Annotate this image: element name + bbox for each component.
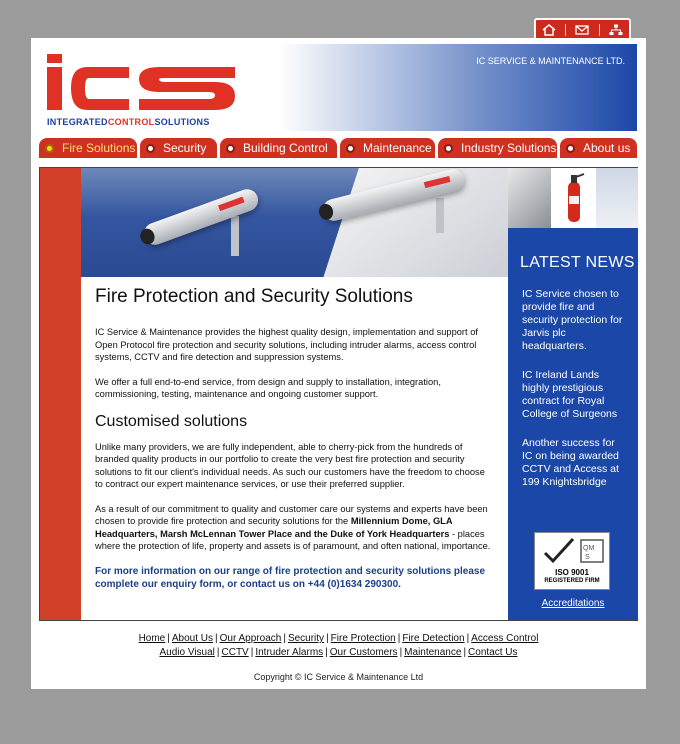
contact-cta[interactable]: For more information on our range of fire protection and security solutions please complete our enquiry form, or contact us on +44 (0)1634 290300.	[95, 565, 486, 590]
left-accent-bar	[40, 168, 81, 620]
svg-text:QM: QM	[583, 545, 595, 552]
footer-link-intruder-alarms[interactable]: Intruder Alarms	[255, 647, 324, 658]
service-paragraph: We offer a full end-to-end service, from design and supply to installation, integration, commissioning, testing, maintenance and ongoing customer support.	[95, 376, 441, 399]
accreditations-link[interactable]: Accreditations	[541, 598, 605, 609]
bullet-icon	[45, 144, 54, 153]
bullet-icon	[444, 144, 453, 153]
company-name: IC SERVICE & MAINTENANCE LTD.	[476, 56, 625, 66]
nav-label: Fire Solutions	[62, 141, 136, 155]
site-header	[40, 44, 637, 131]
svg-text:S: S	[585, 554, 590, 561]
client-names: Millennium Dome, GLA Headquarters, Marsh McLennan Tower Place and the Duke of York Headquarters	[95, 516, 453, 539]
section-subtitle: Customised solutions	[95, 412, 248, 430]
nav-tab-fire-solutions[interactable]	[39, 138, 137, 158]
tagline-part: CONTROL	[107, 117, 155, 127]
nav-label: Security	[163, 141, 207, 155]
nav-tab-industry-solutions[interactable]	[438, 138, 557, 158]
main-article	[95, 286, 495, 603]
independence-paragraph: Unlike many providers, we are fully independent, able to cherry-pick from the hundreds of branded quality products in our portfolio to create the very best fire protection and security solutions to fit our client's individual needs. As such our customers have the freedom to choose to contract our expert maintenance services, or use their preferred supplier.	[95, 441, 485, 489]
footer-link-our-customers[interactable]: Our Customers	[329, 647, 398, 658]
ics-logo[interactable]	[47, 54, 237, 116]
footer-link-our-approach[interactable]: Our Approach	[219, 633, 282, 644]
nav-label: About us	[583, 141, 631, 155]
bullet-icon	[566, 144, 575, 153]
nav-label: Industry Solutions	[461, 141, 557, 155]
page-title: Fire Protection and Security Solutions	[95, 286, 413, 307]
clients-paragraph	[95, 503, 495, 553]
tagline-part: INTEGRATED	[47, 117, 108, 127]
bullet-icon	[146, 144, 155, 153]
footer-link-about-us[interactable]: About Us	[171, 633, 213, 644]
iso-standard: ISO 9001	[555, 568, 589, 577]
camera-mount	[231, 216, 239, 256]
cctv-camera-icon	[141, 186, 261, 248]
footer-link-maintenance[interactable]: Maintenance	[404, 647, 462, 658]
floodlight-image	[595, 168, 639, 228]
mail-icon[interactable]	[572, 22, 592, 38]
logo-tagline	[47, 117, 210, 127]
text-run: - places where the protection of life, property and assets is of paramount, and often national, importance.	[95, 528, 491, 551]
iso-checkmark-icon	[539, 537, 607, 565]
nav-tab-about-us[interactable]	[560, 138, 637, 158]
news-item[interactable]: Another success for IC on being awarded CCTV and Access at 199 Knightsbridge	[522, 437, 619, 488]
footer-link-security[interactable]: Security	[287, 633, 325, 644]
news-item[interactable]: IC Ireland Lands highly prestigious contract for Royal College of Surgeons	[522, 369, 618, 420]
sitemap-icon[interactable]	[606, 22, 626, 38]
nav-label: Maintenance	[363, 141, 432, 155]
footer-row: Home | About Us | Our Approach | Security | Fire Protection | Fire Detection | Access Control	[138, 633, 539, 644]
news-heading: LATEST NEWS	[520, 254, 635, 271]
home-icon[interactable]	[539, 22, 559, 38]
camera-mount	[436, 198, 444, 233]
content-panel	[39, 167, 638, 621]
main-nav	[39, 138, 638, 158]
tagline-part: SOLUTIONS	[154, 117, 210, 127]
footer-link-audio-visual[interactable]: Audio Visual	[159, 647, 215, 658]
nav-tab-maintenance[interactable]	[340, 138, 435, 158]
hero-cctv-image	[81, 168, 508, 277]
bullet-icon	[346, 144, 355, 153]
side-thumbnails	[508, 168, 638, 228]
nav-tab-building-control[interactable]	[220, 138, 337, 158]
footer-links	[31, 632, 646, 660]
nav-label: Building Control	[243, 141, 328, 155]
utility-toolbar	[534, 18, 631, 40]
footer-link-fire-protection[interactable]: Fire Protection	[330, 633, 396, 644]
news-item[interactable]: IC Service chosen to provide fire and security protection for Jarvis plc headquarters.	[522, 288, 623, 352]
footer-link-fire-detection[interactable]: Fire Detection	[402, 633, 465, 644]
footer-row: Audio Visual | CCTV | Intruder Alarms | Our Customers | Maintenance | Contact Us	[159, 647, 518, 658]
divider	[565, 24, 566, 36]
page-container	[31, 38, 646, 689]
intro-paragraph: IC Service & Maintenance provides the highest quality design, implementation and support of Open Protocol fire protection and security solutions, including intruder alarms, access control systems, CCTV and fire detection and suppression systems.	[95, 327, 478, 362]
footer-link-home[interactable]: Home	[138, 633, 166, 644]
divider	[599, 24, 600, 36]
text-run: As a result of our commitment to quality and customer care our systems and experts have been chosen to provide fire protection and security solutions for the	[95, 503, 488, 526]
keyboard-image	[508, 168, 551, 228]
footer-link-contact-us[interactable]: Contact Us	[468, 647, 518, 658]
copyright: Copyright © IC Service & Maintenance Ltd	[253, 672, 424, 682]
bullet-icon	[226, 144, 235, 153]
nav-tab-security[interactable]	[140, 138, 217, 158]
iso-registered: REGISTERED FIRM	[544, 578, 600, 584]
iso-badge	[534, 532, 610, 590]
footer-link-cctv[interactable]: CCTV	[221, 647, 249, 658]
extinguisher-image	[551, 168, 595, 228]
footer-link-access-control[interactable]: Access Control	[471, 633, 539, 644]
